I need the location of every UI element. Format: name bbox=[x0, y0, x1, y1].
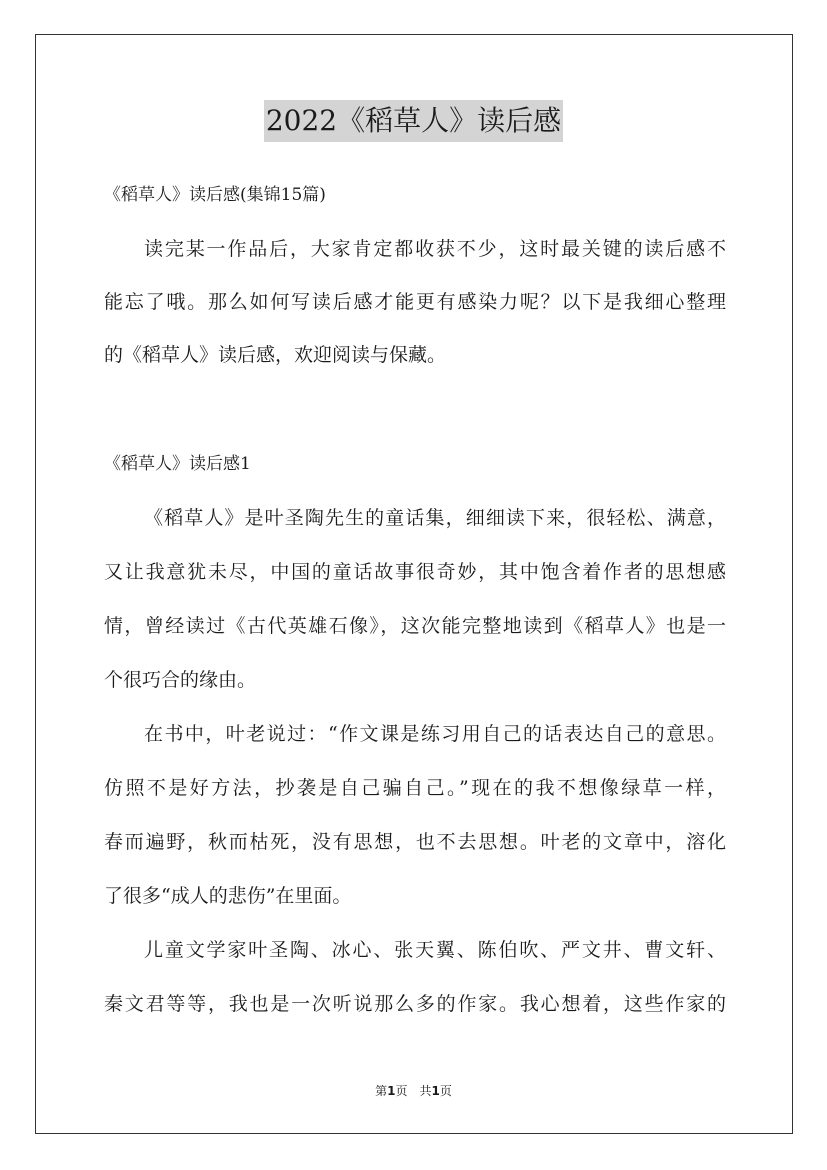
paragraph-line: 仿照不是好方法，抄袭是自己骗自己。”现在的我不想像绿草一样， bbox=[104, 777, 726, 799]
paragraph-line: 儿童文学家叶圣陶、冰心、张天翼、陈伯吹、严文井、曹文轩、 bbox=[144, 939, 726, 961]
paragraph-line: 又让我意犹未尽，中国的童话故事很奇妙，其中饱含着作者的思想感 bbox=[104, 561, 726, 583]
footer-page-number: 1 bbox=[387, 1084, 396, 1098]
paragraph-line: 《稻草人》是叶圣陶先生的童话集，细细读下来，很轻松、满意， bbox=[144, 507, 726, 529]
footer-page-mid: 页 共 bbox=[395, 1084, 432, 1098]
footer-page-total: 1 bbox=[431, 1084, 440, 1098]
document-subtitle: 《稻草人》读后感(集锦15篇) bbox=[104, 185, 326, 205]
section-heading: 《稻草人》读后感1 bbox=[104, 454, 251, 474]
footer-page-suffix: 页 bbox=[439, 1084, 452, 1098]
intro-line: 的《稻草人》读后感，欢迎阅读与保藏。 bbox=[104, 344, 447, 366]
footer-page-prefix: 第 bbox=[375, 1084, 388, 1098]
document-title: 2022《稻草人》读后感 bbox=[264, 100, 563, 142]
paragraph-line: 情，曾经读过《古代英雄石像》，这次能完整地读到《稻草人》也是一 bbox=[104, 615, 726, 637]
intro-line: 读完某一作品后，大家肯定都收获不少，这时最关键的读后感不 bbox=[144, 238, 726, 260]
title-container bbox=[0, 100, 827, 142]
paragraph-line: 了很多“成人的悲伤”在里面。 bbox=[104, 885, 352, 907]
intro-line: 能忘了哦。那么如何写读后感才能更有感染力呢？以下是我细心整理 bbox=[104, 291, 726, 313]
paragraph-line: 春而遍野，秋而枯死，没有思想，也不去思想。叶老的文章中，溶化 bbox=[104, 831, 726, 853]
paragraph-line: 秦文君等等，我也是一次听说那么多的作家。我心想着，这些作家的 bbox=[104, 993, 726, 1015]
page-footer bbox=[0, 1082, 827, 1099]
paragraph-line: 在书中，叶老说过：“作文课是练习用自己的话表达自己的意思。 bbox=[144, 723, 726, 745]
paragraph-line: 个很巧合的缘由。 bbox=[104, 669, 257, 691]
